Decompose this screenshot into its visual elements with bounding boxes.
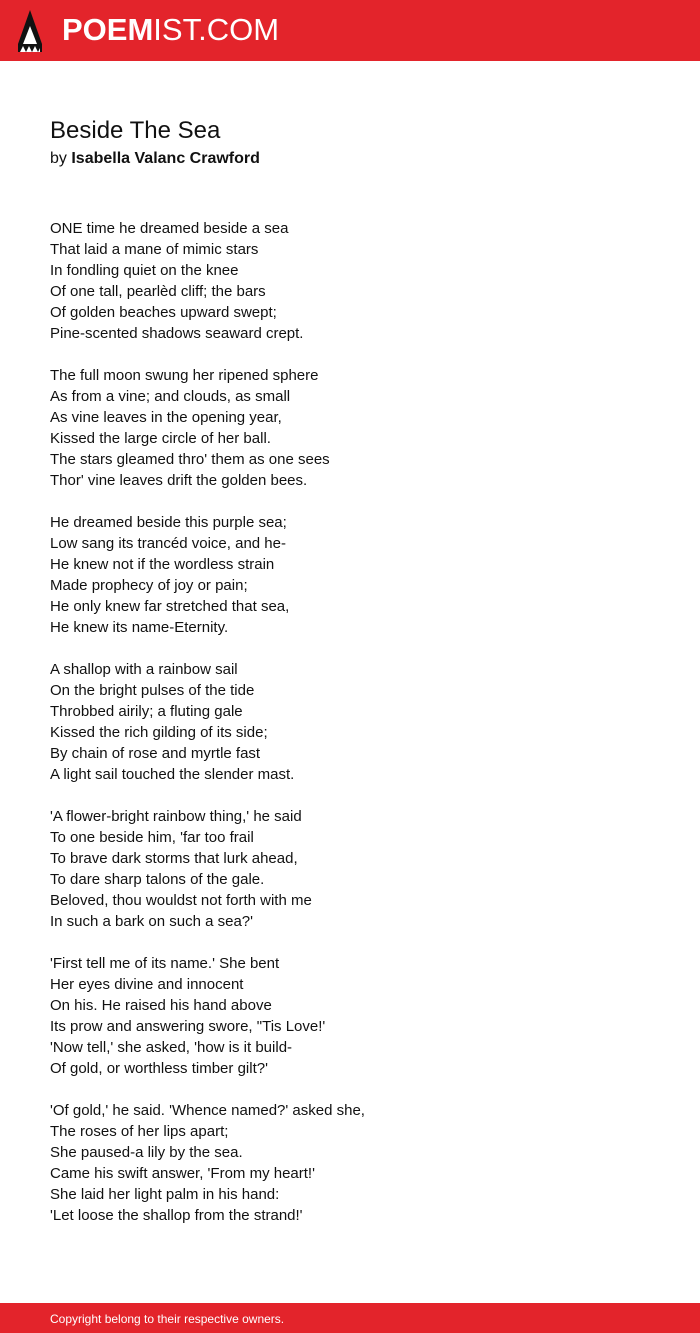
poem-line: He knew not if the wordless strain xyxy=(50,556,275,573)
poem-line: Her eyes divine and innocent xyxy=(50,976,244,993)
poem-line: He dreamed beside this purple sea; xyxy=(50,514,287,531)
poem-line: Beloved, thou wouldst not forth with me xyxy=(50,892,312,909)
poem-line: Of golden beaches upward swept; xyxy=(50,304,277,321)
poem-byline xyxy=(50,148,260,170)
stanza xyxy=(50,659,670,785)
pen-nib-icon[interactable] xyxy=(18,10,42,52)
poem-line: Throbbed airily; a fluting gale xyxy=(50,703,243,720)
poem-line: That laid a mane of mimic stars xyxy=(50,241,259,258)
poem-line: Came his swift answer, 'From my heart!' xyxy=(50,1165,315,1182)
poem-line: To one beside him, 'far too frail xyxy=(50,829,254,846)
poem-line: She laid her light palm in his hand: xyxy=(50,1186,280,1203)
poem-line: The roses of her lips apart; xyxy=(50,1123,229,1140)
poem-line: Of gold, or worthless timber gilt?' xyxy=(50,1060,268,1077)
stanza xyxy=(50,512,670,638)
stanza xyxy=(50,218,670,344)
poem-line: The stars gleamed thro' them as one sees xyxy=(50,451,330,468)
byline-prefix: by xyxy=(50,150,67,167)
poem-line: 'First tell me of its name.' She bent xyxy=(50,955,280,972)
poem-line: Of one tall, pearlèd cliff; the bars xyxy=(50,283,266,300)
poem-line: As vine leaves in the opening year, xyxy=(50,409,282,426)
poem-line: A light sail touched the slender mast. xyxy=(50,766,295,783)
stanza xyxy=(50,1100,670,1226)
poem-line: 'Of gold,' he said. 'Whence named?' asked she, xyxy=(50,1102,365,1119)
poem-line: Thor' vine leaves drift the golden bees. xyxy=(50,472,308,489)
poem-line: Low sang its trancéd voice, and he- xyxy=(50,535,286,552)
poem-line: Kissed the large circle of her ball. xyxy=(50,430,271,447)
poem-line: On his. He raised his hand above xyxy=(50,997,272,1014)
copyright-text: Copyright belong to their respective owners. xyxy=(50,1312,285,1326)
stanza xyxy=(50,953,670,1079)
stanza xyxy=(50,365,670,491)
poem-line: He only knew far stretched that sea, xyxy=(50,598,290,615)
poem-line: Kissed the rich gilding of its side; xyxy=(50,724,268,741)
poem-line: On the bright pulses of the tide xyxy=(50,682,255,699)
stanza xyxy=(50,806,670,932)
poem-line: In such a bark on such a sea?' xyxy=(50,913,253,930)
poem-line: ONE time he dreamed beside a sea xyxy=(50,220,289,237)
site-logo[interactable] xyxy=(62,12,279,48)
poem-line: By chain of rose and myrtle fast xyxy=(50,745,261,762)
brand-bold: POEM xyxy=(62,12,154,47)
poem-line: To brave dark storms that lurk ahead, xyxy=(50,850,298,867)
poem-line: 'A flower-bright rainbow thing,' he said xyxy=(50,808,302,825)
poem-line: He knew its name-Eternity. xyxy=(50,619,229,636)
poem-line: In fondling quiet on the knee xyxy=(50,262,239,279)
poem-line: 'Now tell,' she asked, 'how is it build- xyxy=(50,1039,293,1056)
poem-line: 'Let loose the shallop from the strand!' xyxy=(50,1207,303,1224)
poem-line: A shallop with a rainbow sail xyxy=(50,661,238,678)
poem-title: Beside The Sea xyxy=(50,117,221,144)
poem-line: Pine-scented shadows seaward crept. xyxy=(50,325,304,342)
poem-author: Isabella Valanc Crawford xyxy=(71,150,260,167)
poem-body xyxy=(50,218,670,1247)
site-header xyxy=(0,0,700,61)
poem-line: Made prophecy of joy or pain; xyxy=(50,577,248,594)
brand-light: IST.COM xyxy=(153,12,280,47)
poem-line: Its prow and answering swore, "Tis Love!' xyxy=(50,1018,326,1035)
poem-line: She paused-a lily by the sea. xyxy=(50,1144,243,1161)
poem-line: As from a vine; and clouds, as small xyxy=(50,388,291,405)
site-footer xyxy=(0,1303,700,1333)
poem-line: The full moon swung her ripened sphere xyxy=(50,367,319,384)
poem-line: To dare sharp talons of the gale. xyxy=(50,871,265,888)
